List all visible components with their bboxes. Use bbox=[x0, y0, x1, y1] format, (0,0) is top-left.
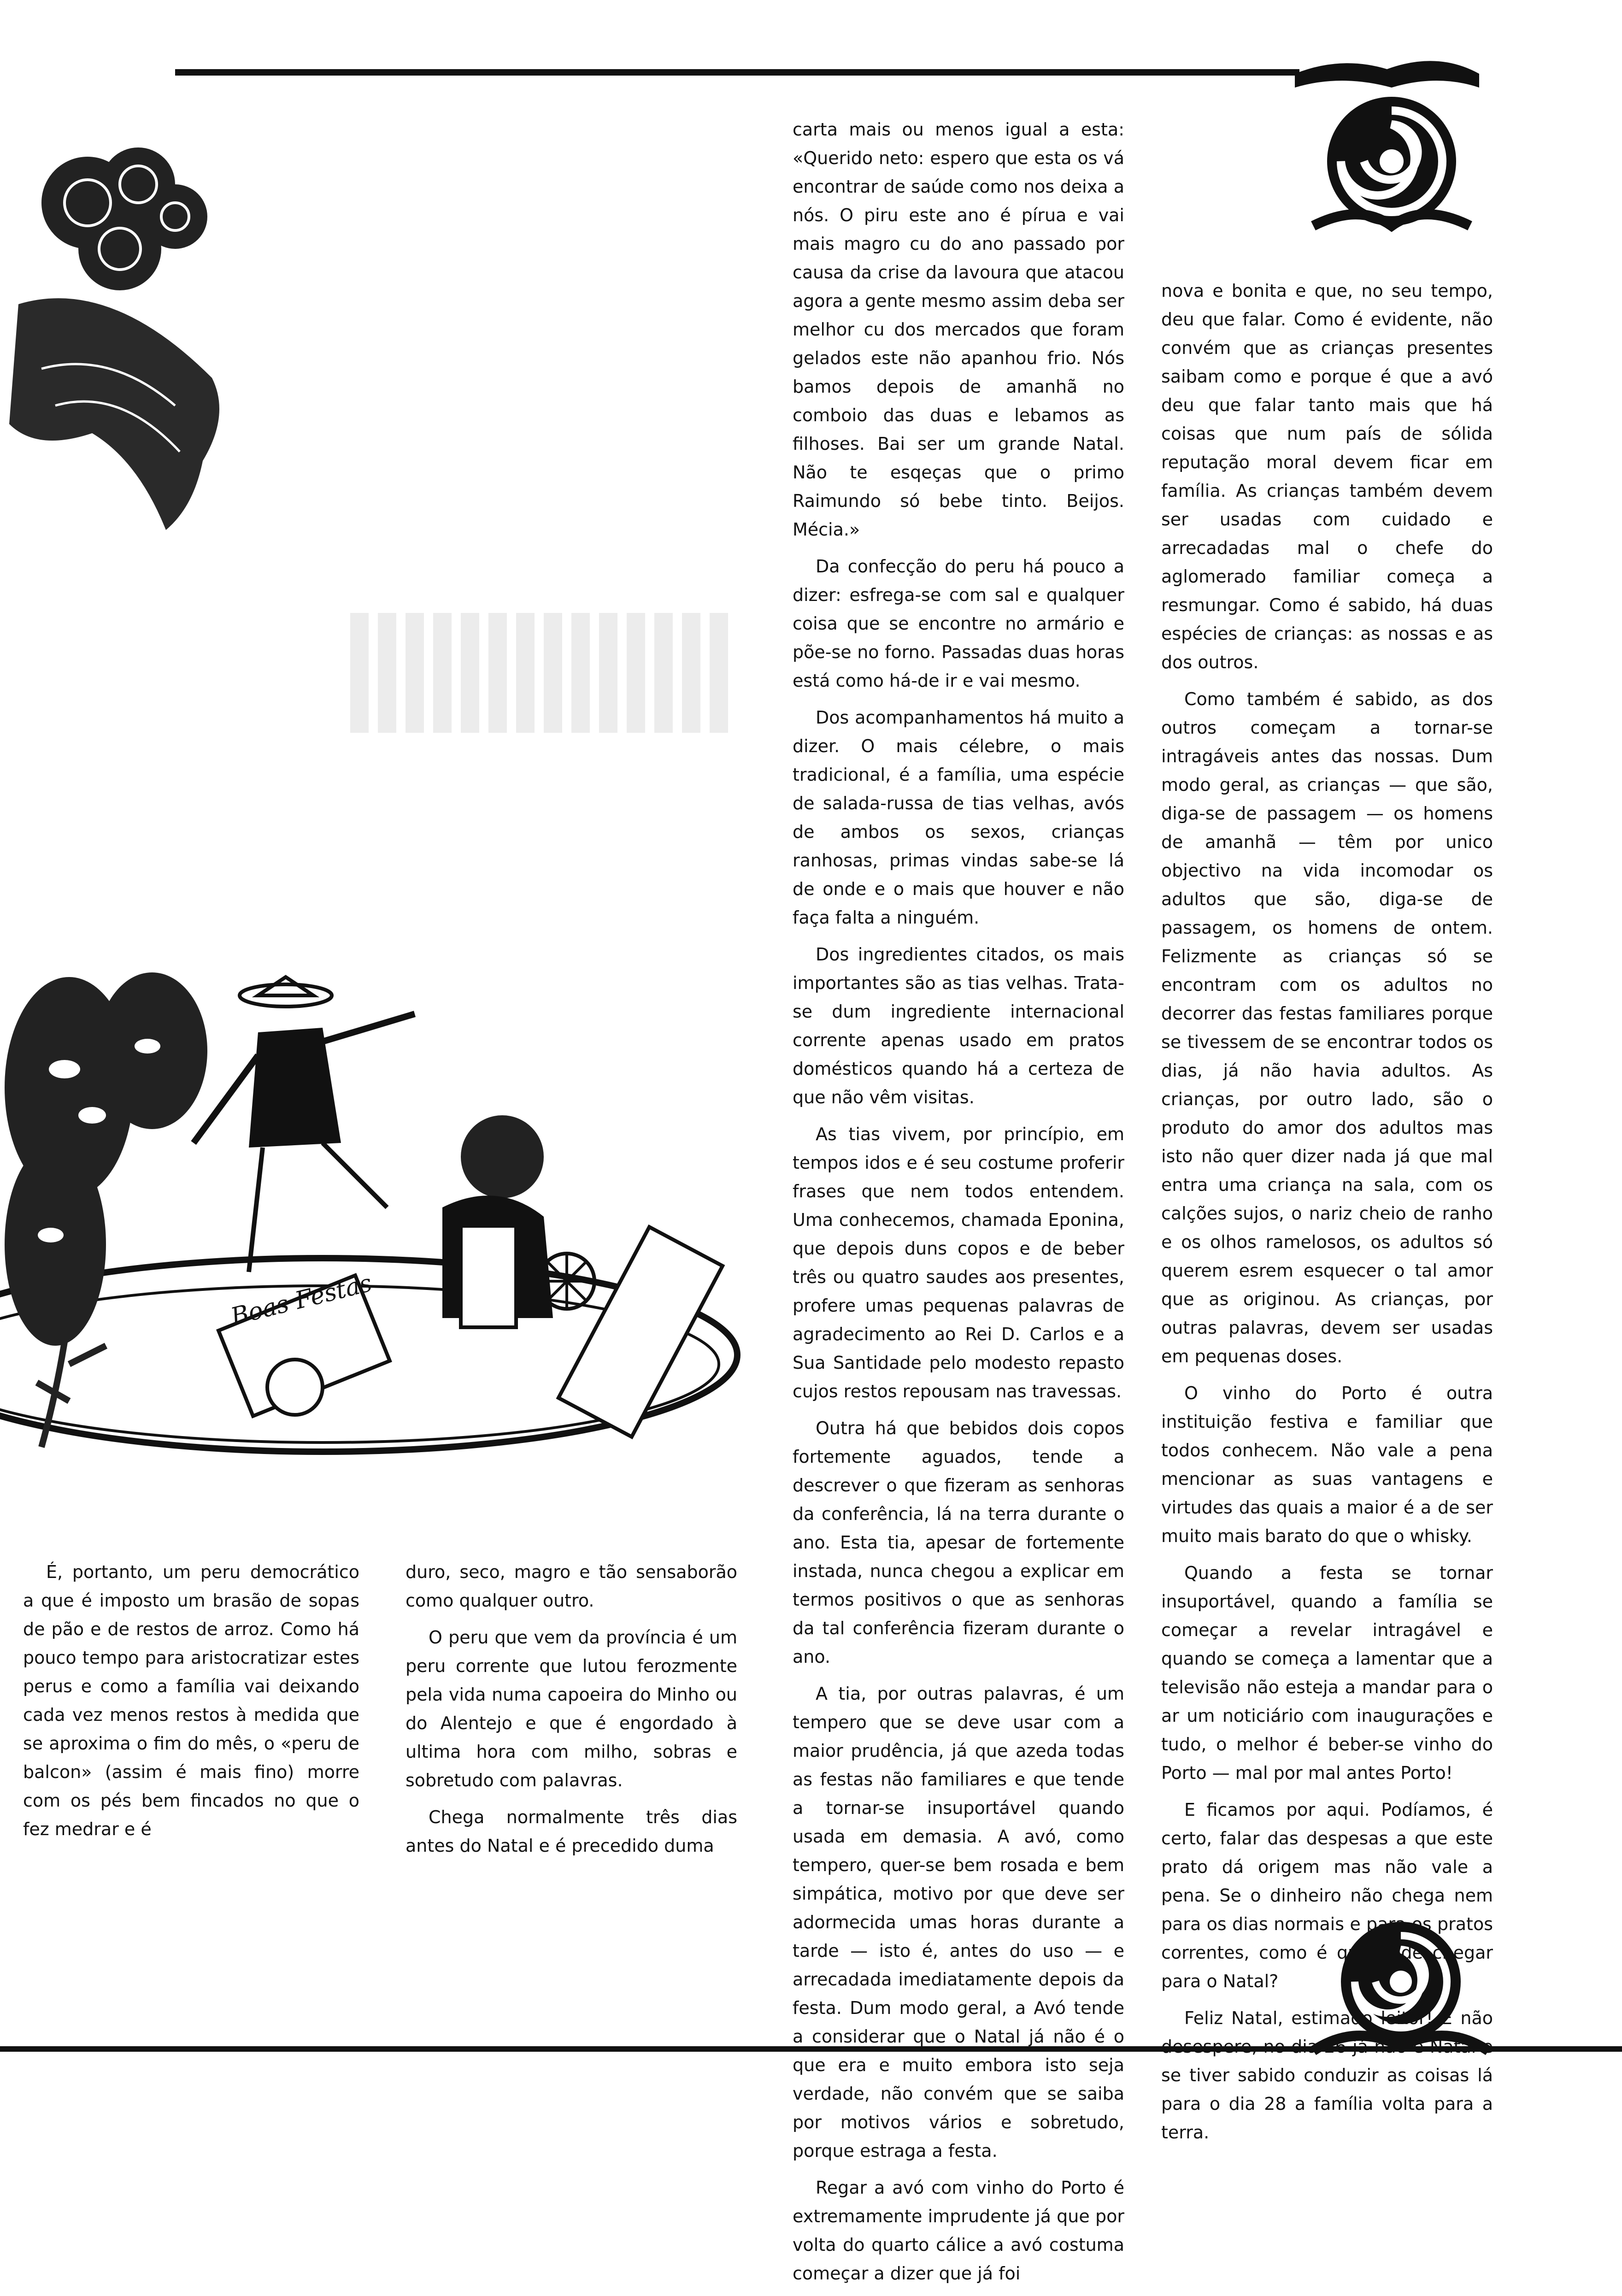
article-column-right bbox=[1161, 277, 1493, 2155]
boas-festas-sign: Boas Festas bbox=[228, 1269, 375, 1331]
paragraph: Chega normalmente três dias antes do Natal e é precedido duma bbox=[406, 1807, 737, 1856]
paragraph: A tia, por outras palavras, é um tempero que se deve usar com a maior prudência, já que azeda todas as festas não familiares e que tende a tornar-se insuportável quando usada em demasia. A avó, como tempero, quer-se bem rosada e bem simpática, motivo por que deve ser adormecida umas horas durante a tarde — isto é, antes do uso — e arrecadada imediatamente depois da festa. Dum modo geral, a Avó tende a considerar que o Natal já não é o que era e muito embora isto seja verdade, não convém que se saiba por motivos vários e sobretudo, porque estraga a festa. bbox=[793, 1684, 1124, 2161]
paragraph: O vinho do Porto é outra instituição festiva e familiar que todos conhecem. Não vale a pena mencionar as suas vantagens e virtudes das quais a maior é a de ser muito mais barato do que o whisky. bbox=[1161, 1383, 1493, 1546]
paragraph: O peru que vem da província é um peru corrente que lutou ferozmente pela vida numa capoeira do Minho ou do Alentejo e que é engordado à ultima hora com milho, sobras e sobretudo com palavras. bbox=[406, 1627, 737, 1790]
top-rule bbox=[175, 69, 1299, 76]
paragraph: Regar a avó com vinho do Porto é extremamente imprudente já que por volta do quarto cálice a avó costuma começar a dizer que já foi bbox=[793, 2178, 1124, 2284]
festive-table-illustration bbox=[0, 949, 746, 1466]
paragraph: As tias vivem, por princípio, em tempos idos e é seu costume proferir frases que nem todos entendem. Uma conhecemos, chamada Eponina, que depois duns copos e de beber três ou quatro saudes aos presentes, profere umas pequenas palavras de agradecimento ao Rei D. Carlos e a Sua Santidade pelo modesto repasto cujos restos repousam nas travessas. bbox=[793, 1124, 1124, 1401]
ornament-top-right-icon bbox=[1286, 55, 1488, 235]
article-column-middle-top bbox=[793, 115, 1124, 2296]
paragraph: Quando a festa se tornar insuportável, quando a família se começar a revelar intragável e quando se começa a lamentar que a televisão não esteja a mandar para o ar um noticiário com inaugurações e tudo, o melhor é beber-se vinho do Porto — mal por mal antes Porto! bbox=[1161, 1563, 1493, 1783]
paragraph: E ficamos por aqui. Podíamos, é certo, falar das despesas a que este prato dá origem mas não vale a pena. Se o dinheiro não chega nem para os dias normais e para os pratos correntes, como é que pode chegar para o Natal? bbox=[1161, 1800, 1493, 1991]
faded-text-smudge bbox=[350, 613, 728, 733]
article-column-bottom-center bbox=[406, 1558, 737, 1868]
paragraph: nova e bonita e que, no seu tempo, deu que falar. Como é evidente, não convém que as crianças presentes saibam como e porque é que a avó deu que falar tanto mais que há coisas que num país de sólida reputação moral devem ficar em família. As crianças também devem ser usadas com cuidado e arrecadadas mal o chefe do aglomerado familiar começa a resmungar. Como é sabido, há duas espécies de crianças: as nossas e as dos outros. bbox=[1161, 281, 1493, 672]
turkey-illustration bbox=[0, 129, 240, 571]
paragraph: Feliz Natal, estimado leitor! E não desespere, no dia 26 já não é Natal e se tiver sabido conduzir as coisas lá para o dia 28 a família volta para a terra. bbox=[1161, 2008, 1493, 2143]
paragraph: É, portanto, um peru democrático a que é imposto um brasão de sopas de pão e de restos de arroz. Como há pouco tempo para aristocratizar estes perus e como a família vai deixando cada vez menos restos à medida que se aproxima o fim do mês, o «peru de balcon» (assim é mais fino) morre com os pés bem fincados no que o fez medrar e é bbox=[23, 1562, 359, 1839]
paragraph: duro, seco, magro e tão sensaborão como qualquer outro. bbox=[406, 1562, 737, 1611]
paragraph: Dos acompanhamentos há muito a dizer. O mais célebre, o mais tradicional, é a família, uma espécie de salada-russa de tias velhas, avós de ambos os sexos, crianças ranhosas, primas vindas sabe-se lá de onde e o mais que houver e não faça falta a ninguém. bbox=[793, 707, 1124, 928]
paragraph: Dos ingredientes citados, os mais importantes são as tias velhas. Trata-se dum ingrediente internacional corrente apenas usado em pratos domésticos quando há a certeza de que não vêm visitas. bbox=[793, 944, 1124, 1107]
article-column-bottom-left bbox=[23, 1558, 359, 1852]
paragraph: Da confecção do peru há pouco a dizer: esfrega-se com sal e qualquer coisa que se encontre no armário e põe-se no forno. Passadas duas horas está como há-de ir e vai mesmo. bbox=[793, 556, 1124, 691]
paragraph: Outra há que bebidos dois copos fortemente aguados, tende a descrever o que fizeram as senhoras da conferência, lá na terra durante o ano. Esta tia, apesar de fortemente instada, nunca chegou a explicar em termos positivos o que as senhoras da tal conferência fizeram durante o ano. bbox=[793, 1418, 1124, 1667]
paragraph: carta mais ou menos igual a esta: «Querido neto: espero que esta os vá encontrar de saúde como nos deixa a nós. O piru este ano é pírua e vai mais magro cu do ano passado por causa da crise da lavoura que atacou agora a gente mesmo assim deba ser melhor cu dos mercados que foram gelados este não apanhou frio. Nós bamos depois de amanhã no comboio das duas e lebamos as filhoses. Bai ser um grande Natal. Não te esqeças que o primo Raimundo só bebe tinto. Beijos. Mécia.» bbox=[793, 119, 1124, 540]
paragraph: Como também é sabido, as dos outros começam a tornar-se intragáveis antes das nossas. Dum modo geral, as crianças — que são, diga-se de passagem — os homens de amanhã — têm por unico objectivo na vida incomodar os adultos que são, diga-se de passagem, os homens de ontem. Felizmente as crianças só se encontram com os adultos no decorrer das festas familiares porque se tivessem de se encontrar todos os dias, já não havia adultos. As crianças, por outro lado, são o produto do amor dos adultos mas isto não quer dizer nada já que mal entra uma criança na sala, com os calções sujos, o nariz cheio de ranho e os olhos ramelosos, os adultos só querem esrem esquecer o tal amor que as originou. As crianças, por outras palavras, devem ser usadas em pequenas doses. bbox=[1161, 689, 1493, 1366]
